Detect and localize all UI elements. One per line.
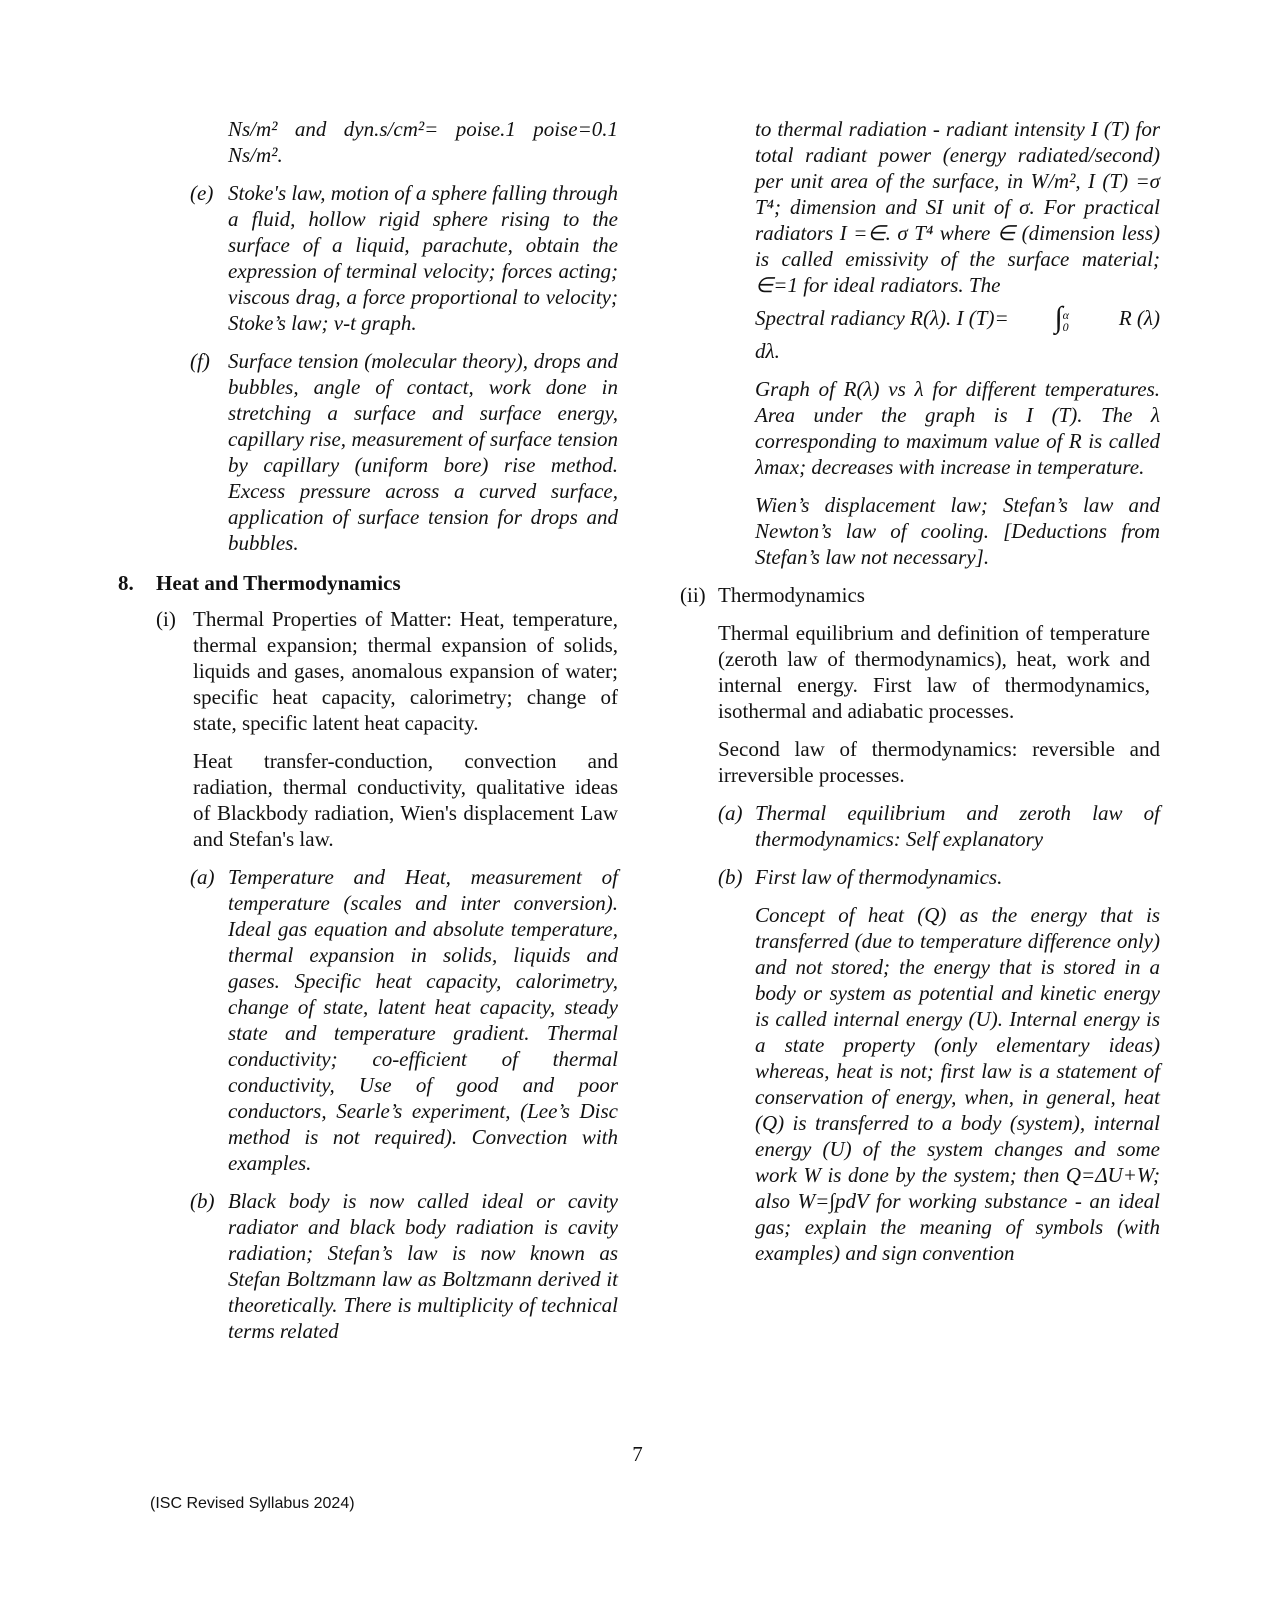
item-f xyxy=(190,348,618,556)
item-f-label: (f) xyxy=(190,349,210,373)
viscosity-units-text: Ns/m² and dyn.s/cm²= poise.1 poise=0.1 Ns/m². xyxy=(228,117,618,167)
item-i-text: Thermal Properties of Matter: Heat, temperature, thermal expansion; thermal expansion of solids, liquids and gases, anomalous expansion of water; specific heat capacity, calorimetry; change of state, specific latent heat capacity. xyxy=(193,607,618,735)
item-i xyxy=(156,606,618,736)
item-ii-a-text: Thermal equilibrium and zeroth law of thermodynamics: Self explanatory xyxy=(755,801,1160,851)
left-column xyxy=(118,116,618,1344)
item-ii xyxy=(680,582,1160,608)
section-number: 8. xyxy=(118,571,134,595)
integral-symbol: ∫ α 0 xyxy=(1054,301,1069,335)
right-column xyxy=(680,116,1160,1266)
graph-text: Graph of R(λ) vs λ for different temperatures. Area under the graph is I (T). The λ corresponding to maximum value of R is called λmax; decreases with increase in temperature. xyxy=(755,377,1160,479)
thermo-text-2: Second law of thermodynamics: reversible and irreversible processes. xyxy=(718,737,1160,787)
item-e-label: (e) xyxy=(190,181,214,205)
spectral-end: R (λ) xyxy=(1118,306,1160,330)
item-ii-b-label: (b) xyxy=(718,865,743,889)
footer-text: (ISC Revised Syllabus 2024) xyxy=(150,1495,355,1512)
item-ii-b xyxy=(718,864,1160,890)
item-i-label: (i) xyxy=(156,607,176,631)
item-b-label: (b) xyxy=(190,1189,215,1213)
item-f-text: Surface tension (molecular theory), drops and bubbles, angle of contact, work done in stretching a surface and surface energy, capillary rise, measurement of surface tension by capillary (uniform bore) rise method. Excess pressure across a curved surface, application of surface tension for drops and bubbles. xyxy=(228,349,618,555)
section-heading xyxy=(118,570,618,596)
item-a-text: Temperature and Heat, measurement of temperature (scales and inter conversion). Ideal gas equation and absolute temperature, thermal expansion in solids, liquids and gases. Specific heat capacity, calorimetry, change of state, latent heat capacity, steady state and temperature gradient. Thermal conductivity; co-efficient of thermal conductivity, Use of good and poor conductors, Searle’s experiment, (Lee’s Disc method is not required). Convection with examples. xyxy=(228,865,618,1175)
integral-lower: 0 xyxy=(1062,319,1069,334)
item-ii-b-text: First law of thermodynamics. xyxy=(755,865,1003,889)
dlambda-text: dλ. xyxy=(755,339,780,363)
first-law-text: Concept of heat (Q) as the energy that is transferred (due to temperature difference only) and not stored; the energy that is stored in a body or system as potential and kinetic energy is called internal energy (U). Internal energy is a state property (only elementary ideas) whereas, heat is not; first law is a statement of conservation of energy, when, in general, heat (Q) is transferred to a body (system), internal energy (U) of the system changes and some work W is done by the system; then Q=ΔU+W; also W=∫pdV for working substance - an ideal gas; explain the meaning of symbols (with examples) and sign convention xyxy=(755,903,1160,1265)
item-b-text: Black body is now called ideal or cavity radiator and black body radiation is cavity radiation; Stefan’s law is now known as Stefan Boltzmann law as Boltzmann derived it theoretically. There is multiplicity of technical terms related xyxy=(228,1189,618,1343)
spectral-text: Spectral radiancy R(λ). I (T)= xyxy=(755,306,1009,330)
item-ii-a xyxy=(718,800,1160,852)
item-ii-a-label: (a) xyxy=(718,801,743,825)
item-b xyxy=(190,1188,618,1344)
integral-upper: α xyxy=(1062,307,1069,322)
item-ii-title: Thermodynamics xyxy=(718,583,865,607)
item-ii-label: (ii) xyxy=(680,583,706,607)
item-e xyxy=(190,180,618,336)
wien-text: Wien’s displacement law; Stefan’s law and Newton’s law of cooling. [Deductions from Stefan’s law not necessary]. xyxy=(755,493,1160,569)
page-number: 7 xyxy=(632,1442,643,1466)
section-title: Heat and Thermodynamics xyxy=(156,571,401,595)
item-a-label: (a) xyxy=(190,865,215,889)
thermo-text-1: Thermal equilibrium and definition of temperature (zeroth law of thermodynamics), heat, work and internal energy. First law of thermodynamics, isothermal and adiabatic processes. xyxy=(718,621,1150,723)
spectral-radiancy-line xyxy=(755,298,1160,338)
item-i-text-2: Heat transfer-conduction, convection and radiation, thermal conductivity, qualitative ideas of Blackbody radiation, Wien's displacement Law and Stefan's law. xyxy=(193,749,618,851)
radiation-text: to thermal radiation - radiant intensity I (T) for total radiant power (energy radiated/second) per unit area of the surface, in W/m², I (T) =σ T⁴; dimension and SI unit of σ. For practical radiators I =∈. σ T⁴ where ∈ (dimension less) is called emissivity of the surface material; ∈=1 for ideal radiators. The xyxy=(755,117,1160,297)
item-e-text: Stoke's law, motion of a sphere falling through a fluid, hollow rigid sphere rising to the surface of a liquid, parachute, obtain the expression of terminal velocity; forces acting; viscous drag, a force proportional to velocity; Stoke’s law; v-t graph. xyxy=(228,181,618,335)
item-a xyxy=(190,864,618,1176)
